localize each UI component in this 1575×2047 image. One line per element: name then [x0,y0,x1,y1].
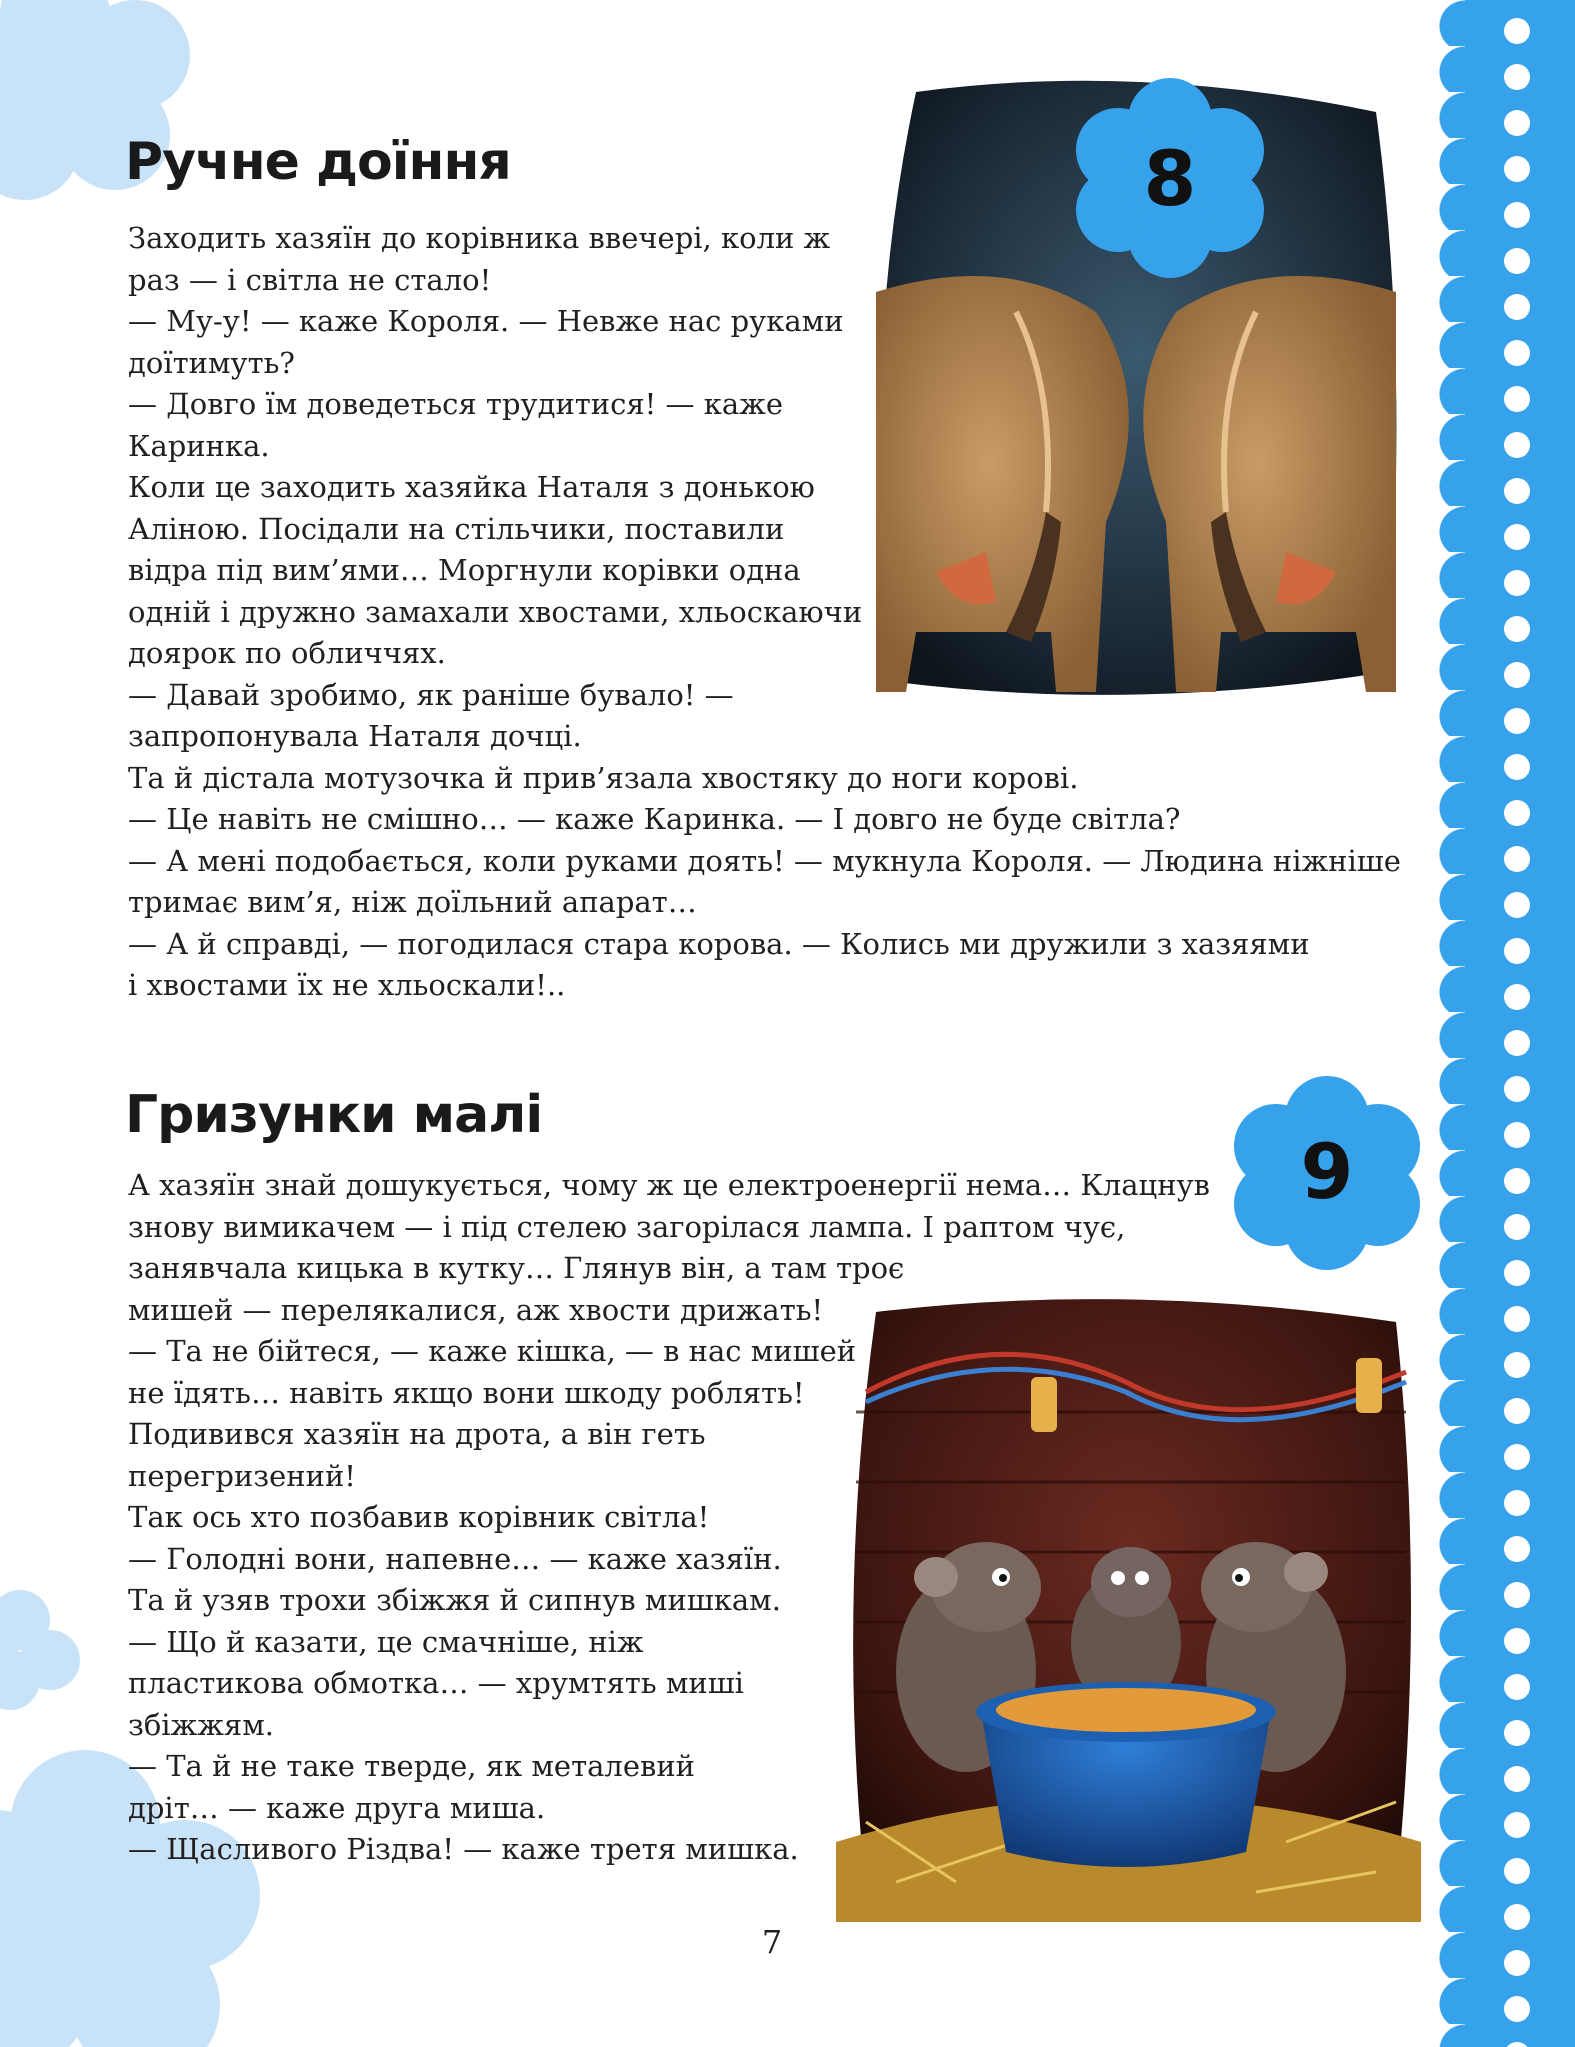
story-line: перегризений! [128,1458,356,1493]
story-title-8: Ручне доїння [125,132,511,192]
border-hole [1504,1720,1530,1746]
story-line: занявчала кицька в кутку… Глянув він, а там троє [128,1251,905,1285]
story-line: запропонувала Наталя дочці. [128,719,582,753]
border-hole [1504,2042,1530,2047]
border-hole [1504,1996,1530,2022]
border-hole [1504,64,1530,90]
border-hole [1504,800,1530,826]
story-line: — Щасливого Різдва! — каже третя мишка. [128,1832,799,1866]
border-hole [1504,708,1530,734]
story-line: Та й дістала мотузочка й прив’язала хвостяку до ноги корові. [128,760,1079,795]
story-line: — Це навіть не смішно… — каже Каринка. — І довго не буде світла? [128,802,1181,836]
story-line: доярок по обличчях. [128,636,446,670]
border-hole [1504,1536,1530,1562]
border-hole [1504,662,1530,688]
story-line: пластикова обмотка… — хрумтять миші [128,1666,744,1700]
border-hole [1504,1766,1530,1792]
border-hole [1504,570,1530,596]
mice-illustration [836,1282,1421,1922]
story-line: — Голодні вони, напевне… — каже хазяїн. [128,1541,782,1576]
border-hole [1504,478,1530,504]
border-hole [1504,1168,1530,1194]
border-hole [1504,1306,1530,1332]
border-hole [1504,340,1530,366]
border-hole [1504,1674,1530,1700]
border-hole [1504,1950,1530,1976]
story-line: — Давай зробимо, як раніше бувало! — [128,677,734,712]
border-hole [1504,386,1530,412]
story-line: — Му-у! — каже Короля. — Невже нас руками [128,304,844,338]
story-line: Так ось хто позбавив корівник світла! [128,1500,710,1534]
border-hole [1504,1260,1530,1286]
story-line: збіжжям. [128,1707,274,1742]
border-hole [1504,432,1530,458]
border-hole [1504,1812,1530,1838]
border-hole [1504,18,1530,44]
story-line: Коли це заходить хазяйка Наталя з донькою [128,470,815,504]
border-hole [1504,984,1530,1010]
border-hole [1504,1030,1530,1056]
border-hole [1504,202,1530,228]
border-hole [1504,1444,1530,1470]
story-line: Заходить хазяїн до корівника ввечері, коли ж [128,221,831,255]
story-line: — А мені подобається, коли руками доять! — мукнула Короля. — Людина ніжніше [128,843,1401,878]
story-line: — Що й казати, це смачніше, ніж [128,1624,644,1659]
story-line: відра під вим’ями… Моргнули корівки одна [128,553,801,587]
border-hole [1504,846,1530,872]
badge-number-8: 8 [1143,133,1197,223]
border-hole [1504,524,1530,550]
story-line: А хазяїн знай дошукується, чому ж це електроенергії нема… Клацнув [128,1168,1210,1202]
border-hole [1504,156,1530,182]
story-line: раз — і світла не стало! [128,262,492,297]
story-line: знову вимикачем — і під стелею загорілася лампа. І раптом чує, [128,1209,1126,1244]
story-number-badge-8 [1070,78,1270,278]
story-line: — А й справді, — погодилася стара корова. — Колись ми дружили з хазяями [128,926,1310,961]
border-hole [1504,1904,1530,1930]
story-line: одній і дружно замахали хвостами, хльоскаючи [128,594,863,629]
story-line: і хвостами їх не хльоскали!.. [128,968,566,1002]
story-line: Та й узяв трохи збіжжя й сипнув мишкам. [128,1583,781,1617]
border-hole [1504,1076,1530,1102]
story-line: мишей — перелякалися, аж хвости дрижать! [128,1292,824,1327]
story-line: — Довго їм доведеться трудитися! — каже [128,387,784,421]
border-hole [1504,248,1530,274]
border-hole [1504,754,1530,780]
story-line: не їдять… навіть якщо вони шкоду роблять! [128,1375,805,1410]
story-line: Подивився хазяїн на дрота, а він геть [128,1417,706,1451]
border-hole [1504,938,1530,964]
story-line: тримає вим’я, ніж доїльний апарат… [128,885,697,919]
story-title-9: Гризунки малі [125,1085,543,1145]
story-number-badge-9 [1232,1076,1422,1266]
flower-decoration-left-small [0,1590,90,1720]
story-line: доїтимуть? [128,345,295,380]
border-hole [1504,892,1530,918]
border-hole [1504,1122,1530,1148]
badge-number-9: 9 [1300,1126,1354,1216]
border-hole [1504,1214,1530,1240]
border-hole [1504,616,1530,642]
border-hole [1504,1352,1530,1378]
page-number: 7 [761,1923,783,1961]
border-hole [1504,1628,1530,1654]
border-hole [1504,110,1530,136]
story-line: дріт… — каже друга миша. [128,1790,546,1825]
story-line: Каринка. [128,428,270,463]
border-hole [1504,1490,1530,1516]
story-line: Аліною. Посідали на стільчики, поставили [128,511,785,546]
border-hole [1504,1398,1530,1424]
story-line: — Та й не таке тверде, як металевий [128,1749,695,1783]
border-hole [1504,1858,1530,1884]
scalloped-border [1465,0,1575,2047]
border-hole [1504,294,1530,320]
border-hole [1504,1582,1530,1608]
story-line: — Та не бійтеся, — каже кішка, — в нас мишей [128,1334,857,1368]
